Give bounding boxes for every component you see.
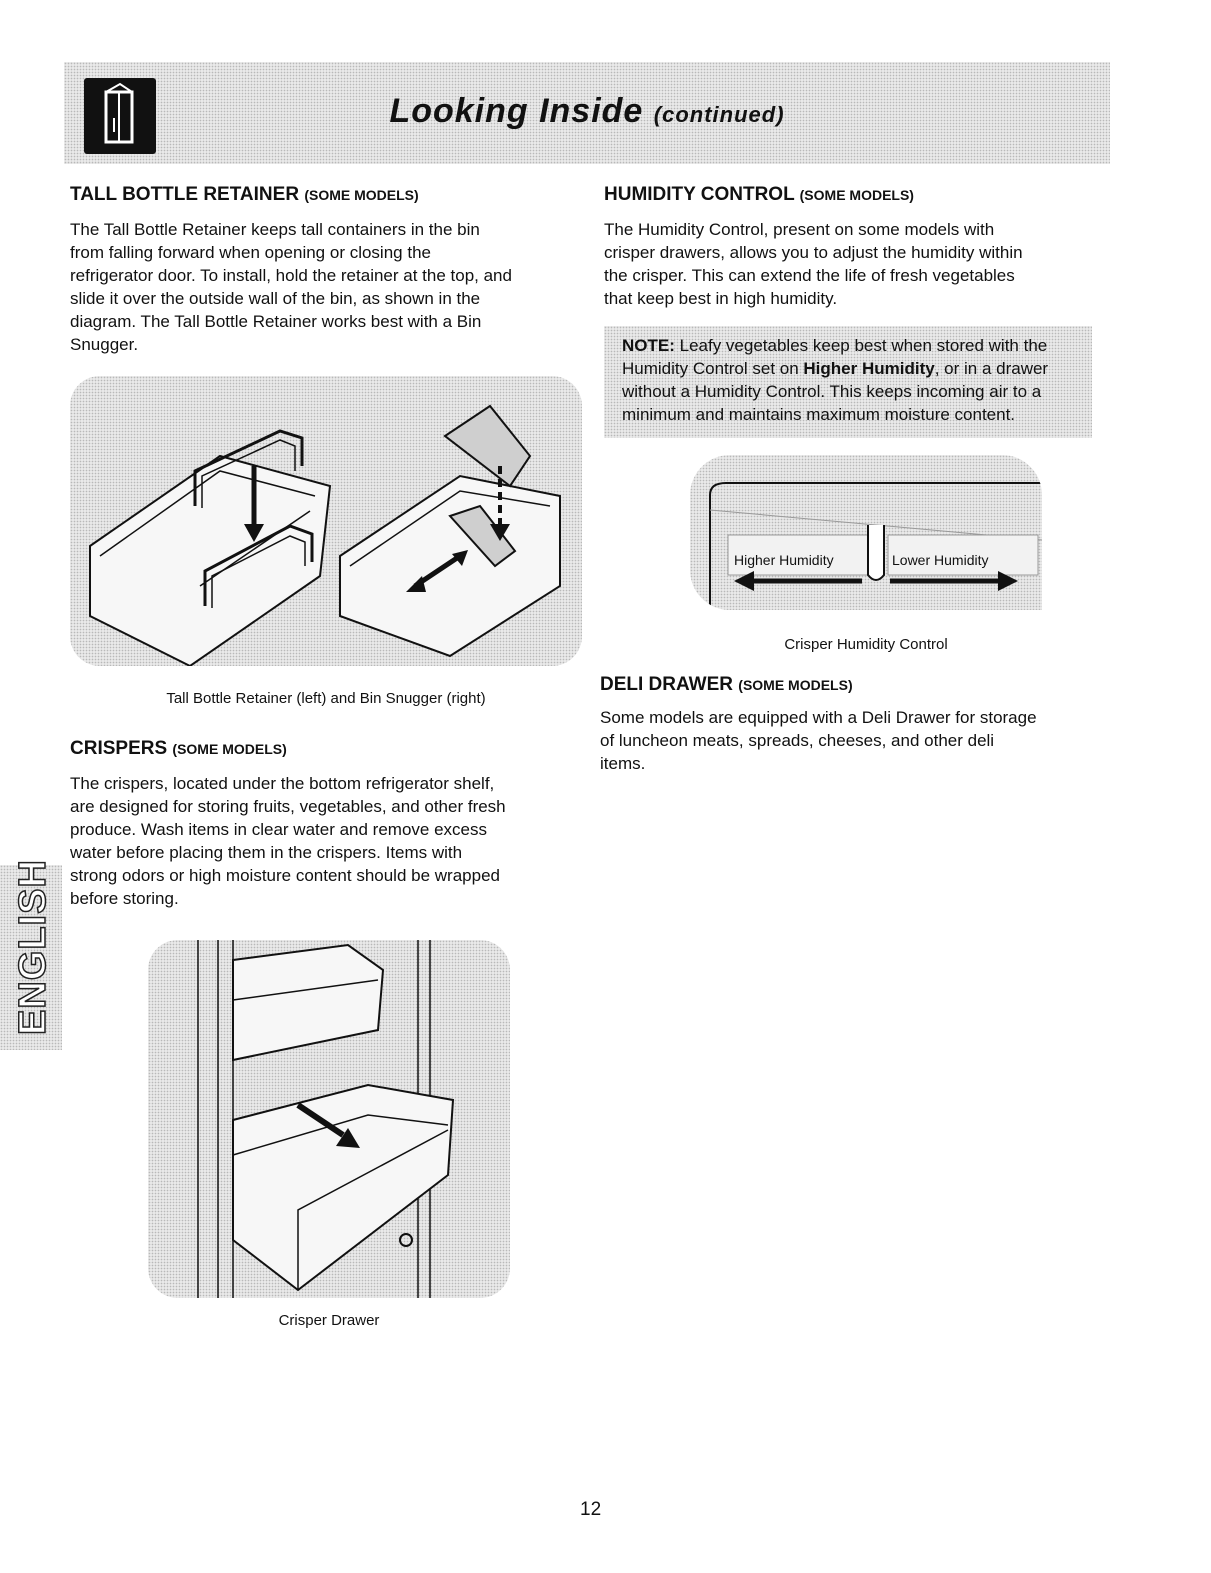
text-line: strong odors or high moisture content should be wrapped bbox=[70, 866, 500, 885]
text-line: of luncheon meats, spreads, cheeses, and other deli bbox=[600, 731, 995, 750]
humidity-control-figure bbox=[690, 455, 1042, 610]
deli-models: (SOME MODELS) bbox=[738, 677, 853, 693]
deli-paragraph bbox=[600, 706, 1110, 775]
text-line: The crispers, located under the bottom refrigerator shelf, bbox=[70, 774, 495, 793]
text-line: that keep best in high humidity. bbox=[604, 289, 838, 308]
text-line: Snugger. bbox=[70, 335, 139, 354]
text-line: items. bbox=[600, 754, 646, 773]
lower-humidity-label: Lower Humidity bbox=[892, 552, 989, 568]
tall-bottle-title: TALL BOTTLE RETAINER bbox=[70, 184, 300, 205]
note-text bbox=[622, 334, 1092, 426]
text-line: slide it over the outside wall of the bin, as shown in the bbox=[70, 289, 481, 308]
text-line: before storing. bbox=[70, 889, 179, 908]
text-line: are designed for storing fruits, vegetables, and other fresh bbox=[70, 797, 506, 816]
humidity-heading bbox=[604, 184, 914, 206]
higher-humidity-label: Higher Humidity bbox=[734, 552, 834, 568]
deli-title: DELI DRAWER bbox=[600, 674, 733, 695]
text-line: The Tall Bottle Retainer keeps tall containers in the bin bbox=[70, 220, 480, 239]
text-line: The Humidity Control, present on some models with bbox=[604, 220, 995, 239]
text-line: Some models are equipped with a Deli Drawer for storage bbox=[600, 708, 1037, 727]
note-text-before: Leafy vegetables keep best when stored with the Humidity Control set on bbox=[622, 336, 1048, 378]
note-label: NOTE: bbox=[622, 336, 675, 355]
tall-bottle-figure bbox=[70, 376, 582, 666]
tall-bottle-paragraph bbox=[70, 218, 580, 356]
humidity-models: (SOME MODELS) bbox=[799, 187, 914, 203]
crispers-models: (SOME MODELS) bbox=[172, 741, 287, 757]
text-line: diagram. The Tall Bottle Retainer works best with a Bin bbox=[70, 312, 482, 331]
crispers-heading bbox=[70, 738, 287, 760]
header-subtitle: (continued) bbox=[653, 102, 785, 127]
crisper-drawer-figure bbox=[148, 940, 510, 1298]
humidity-title: HUMIDITY CONTROL bbox=[604, 184, 795, 205]
text-line: water before placing them in the crispers. Items with bbox=[70, 843, 463, 862]
humidity-paragraph bbox=[604, 218, 1104, 310]
crisper-caption: Crisper Drawer bbox=[278, 1312, 380, 1329]
humidity-caption: Crisper Humidity Control bbox=[784, 636, 948, 653]
note-text-after: , or in a drawer without a Humidity Control. This keeps incoming air to a minimum and maintains maximum moisture content. bbox=[622, 359, 1049, 424]
crispers-title: CRISPERS bbox=[70, 738, 168, 759]
deli-heading bbox=[600, 674, 853, 696]
tall-bottle-caption: Tall Bottle Retainer (left) and Bin Snugger (right) bbox=[166, 690, 486, 707]
language-tab-label: ENGLISH bbox=[12, 859, 54, 1035]
text-line: crisper drawers, allows you to adjust the humidity within bbox=[604, 243, 1023, 262]
text-line: the crisper. This can extend the life of fresh vegetables bbox=[604, 266, 1015, 285]
text-line: produce. Wash items in clear water and remove excess bbox=[70, 820, 487, 839]
tall-bottle-heading bbox=[70, 184, 419, 206]
page-header-title bbox=[64, 92, 1110, 131]
crispers-paragraph bbox=[70, 772, 590, 910]
header-title-text: Looking Inside bbox=[389, 92, 644, 130]
text-line: from falling forward when opening or closing the bbox=[70, 243, 431, 262]
note-emphasis: Higher Humidity bbox=[803, 359, 935, 378]
page-number: 12 bbox=[580, 1499, 602, 1520]
text-line: refrigerator door. To install, hold the retainer at the top, and bbox=[70, 266, 512, 285]
tall-bottle-models: (SOME MODELS) bbox=[304, 187, 419, 203]
